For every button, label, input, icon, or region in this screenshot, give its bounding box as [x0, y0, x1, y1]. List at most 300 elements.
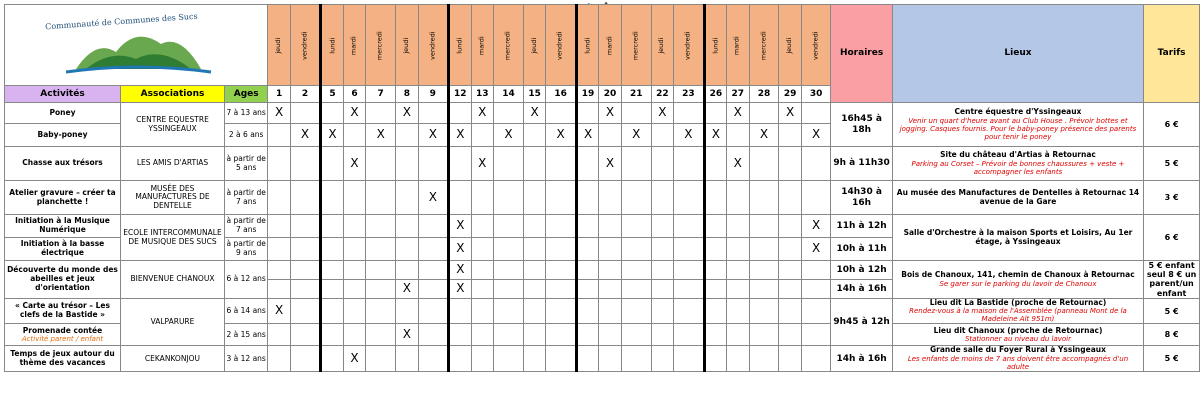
day-name-label: mercredi	[503, 31, 512, 61]
day-mark	[418, 147, 449, 181]
day-mark: X	[801, 124, 831, 147]
day-mark	[576, 215, 598, 238]
day-mark	[321, 147, 343, 181]
day-name	[418, 5, 449, 86]
lieu-name: Bois de Chanoux, 141, chemin de Chanoux à Retournac	[901, 270, 1135, 280]
day-mark	[674, 147, 705, 181]
day-mark	[321, 261, 343, 280]
day-mark	[621, 103, 651, 124]
day-mark: X	[396, 324, 418, 346]
day-mark: X	[343, 346, 365, 372]
day-mark: X	[366, 124, 396, 147]
activity-label: Initiation à la Musique Numérique	[15, 216, 110, 234]
day-mark	[727, 238, 749, 261]
day-mark	[321, 298, 343, 324]
day-mark	[290, 181, 321, 215]
day-mark: X	[268, 103, 290, 124]
horaire: 10h à 11h	[831, 238, 892, 261]
day-mark	[779, 279, 801, 298]
day-mark	[494, 261, 524, 280]
day-mark	[674, 215, 705, 238]
day-mark	[343, 298, 365, 324]
day-mark	[546, 346, 577, 372]
day-mark	[290, 215, 321, 238]
day-mark	[449, 346, 471, 372]
activity-label: Poney	[49, 107, 76, 117]
day-mark	[449, 147, 471, 181]
day-mark	[576, 261, 598, 280]
day-mark	[366, 238, 396, 261]
day-mark	[621, 181, 651, 215]
day-name	[801, 5, 831, 86]
day-mark	[599, 261, 621, 280]
day-mark	[599, 124, 621, 147]
lieu-note: Se garer sur le parking du lavoir de Chanoux	[939, 279, 1097, 288]
day-mark	[268, 215, 290, 238]
day-mark	[494, 181, 524, 215]
horaire: 11h à 12h	[831, 215, 892, 238]
day-mark: X	[523, 103, 545, 124]
day-mark: X	[599, 147, 621, 181]
age-range: 7 à 13 ans	[225, 103, 268, 124]
day-name-label: jeudi	[529, 38, 538, 54]
day-mark	[471, 346, 493, 372]
day-mark	[576, 238, 598, 261]
horaire: 10h à 12h	[831, 261, 892, 280]
lieu-note: Parking au Corset – Prévoir de bonnes chaussures + veste + accompagner les enfants	[911, 159, 1125, 176]
day-mark	[494, 147, 524, 181]
day-mark	[621, 261, 651, 280]
day-mark	[727, 181, 749, 215]
day-mark	[343, 215, 365, 238]
day-mark	[471, 238, 493, 261]
day-number: 6	[343, 86, 365, 103]
day-mark: X	[449, 215, 471, 238]
day-mark	[343, 261, 365, 280]
day-number: 30	[801, 86, 831, 103]
day-mark	[749, 103, 779, 124]
day-mark: X	[449, 124, 471, 147]
day-mark	[449, 103, 471, 124]
age-range: à partir de 7 ans	[225, 181, 268, 215]
day-name	[674, 5, 705, 86]
day-mark	[801, 346, 831, 372]
day-mark	[449, 181, 471, 215]
lieu-note: Stationner au niveau du lavoir	[964, 335, 1071, 344]
day-mark	[704, 298, 726, 324]
day-mark	[546, 261, 577, 280]
day-mark	[779, 238, 801, 261]
day-mark: X	[727, 103, 749, 124]
day-mark: X	[704, 124, 726, 147]
day-mark	[268, 181, 290, 215]
day-mark: X	[599, 103, 621, 124]
day-mark	[268, 238, 290, 261]
activity-label: Baby-poney	[37, 129, 88, 139]
day-name-label: vendredi	[683, 31, 692, 61]
horaire: 9h à 11h30	[831, 147, 892, 181]
lieu	[892, 298, 1143, 324]
day-mark	[290, 298, 321, 324]
day-mark: X	[418, 124, 449, 147]
day-mark	[599, 324, 621, 346]
day-mark: X	[471, 103, 493, 124]
day-name-label: jeudi	[785, 38, 794, 54]
day-mark	[471, 261, 493, 280]
day-mark	[471, 124, 493, 147]
day-mark	[704, 238, 726, 261]
day-mark	[546, 279, 577, 298]
activity-name	[5, 298, 121, 324]
day-mark	[651, 215, 673, 238]
day-name-label: mardi	[605, 36, 614, 56]
day-mark	[290, 279, 321, 298]
activity-label: Chasse aux trésors	[22, 158, 103, 168]
day-name-label: lundi	[455, 38, 464, 54]
day-name	[749, 5, 779, 86]
day-mark	[674, 238, 705, 261]
day-mark	[779, 147, 801, 181]
day-mark	[704, 215, 726, 238]
day-mark: X	[749, 124, 779, 147]
day-mark	[801, 147, 831, 181]
age-range: 3 à 12 ans	[225, 346, 268, 372]
day-mark: X	[449, 279, 471, 298]
day-mark: X	[321, 124, 343, 147]
day-mark	[396, 124, 418, 147]
day-name	[494, 5, 524, 86]
activity-label: Initiation à la basse électrique	[20, 239, 105, 257]
day-mark	[727, 261, 749, 280]
day-mark	[471, 298, 493, 324]
day-mark	[621, 147, 651, 181]
activity-name	[5, 103, 121, 124]
day-name	[366, 5, 396, 86]
day-mark	[546, 147, 577, 181]
day-mark	[290, 324, 321, 346]
day-mark	[366, 346, 396, 372]
day-mark: X	[343, 147, 365, 181]
tarif: 8 €	[1144, 324, 1200, 346]
day-mark	[523, 298, 545, 324]
header-associations: Associations	[121, 86, 225, 103]
header-lieux: Lieux	[892, 5, 1143, 103]
day-mark	[290, 261, 321, 280]
day-number: 16	[546, 86, 577, 103]
day-mark	[727, 279, 749, 298]
day-mark	[779, 124, 801, 147]
day-mark	[523, 279, 545, 298]
day-mark	[366, 147, 396, 181]
day-mark: X	[471, 147, 493, 181]
day-mark	[779, 298, 801, 324]
age-range: à partir de 7 ans	[225, 215, 268, 238]
day-number: 13	[471, 86, 493, 103]
day-mark: X	[621, 124, 651, 147]
activity-name	[5, 181, 121, 215]
tarif: 6 €	[1144, 103, 1200, 147]
day-mark: X	[727, 147, 749, 181]
day-mark: X	[449, 261, 471, 280]
day-mark	[576, 103, 598, 124]
day-mark	[801, 298, 831, 324]
day-mark	[418, 238, 449, 261]
association-name: ECOLE INTERCOMMUNALE DE MUSIQUE DES SUCS	[121, 215, 225, 261]
association-name: MUSÉE DES MANUFACTURES DE DENTELLE	[121, 181, 225, 215]
day-name-label: vendredi	[555, 31, 564, 61]
lieu	[892, 215, 1143, 261]
day-mark: X	[546, 124, 577, 147]
day-name	[576, 5, 598, 86]
day-mark	[366, 324, 396, 346]
day-mark	[621, 279, 651, 298]
day-number: 22	[651, 86, 673, 103]
header-tarifs: Tarifs	[1144, 5, 1200, 103]
day-mark	[674, 324, 705, 346]
activity-name	[5, 324, 121, 346]
day-name-label: vendredi	[811, 31, 820, 61]
day-mark	[801, 324, 831, 346]
association-name: VALPARURE	[121, 298, 225, 346]
day-name	[343, 5, 365, 86]
day-mark	[779, 346, 801, 372]
day-mark	[749, 147, 779, 181]
logo-text: Communauté de Communes des Sucs	[44, 11, 198, 32]
day-mark	[749, 215, 779, 238]
day-mark	[621, 215, 651, 238]
day-mark	[704, 261, 726, 280]
day-name-label: mercredi	[759, 31, 768, 61]
lieu	[892, 181, 1143, 215]
day-number: 5	[321, 86, 343, 103]
day-mark	[494, 103, 524, 124]
day-name	[779, 5, 801, 86]
day-mark	[396, 181, 418, 215]
day-mark	[268, 147, 290, 181]
day-number: 28	[749, 86, 779, 103]
day-mark	[268, 279, 290, 298]
lieu-name: Site du château d'Artias à Retournac	[940, 150, 1096, 160]
day-mark	[321, 103, 343, 124]
day-mark	[343, 238, 365, 261]
day-mark	[396, 346, 418, 372]
day-mark	[366, 215, 396, 238]
lieu-name: Grande salle du Foyer Rural à Yssingeaux	[929, 345, 1106, 355]
activity-label: Découverte du monde des abeilles et jeux d'orientation	[7, 265, 118, 292]
day-number: 1	[268, 86, 290, 103]
day-mark	[749, 238, 779, 261]
day-mark	[418, 346, 449, 372]
day-mark	[727, 215, 749, 238]
day-mark	[704, 147, 726, 181]
day-name-label: jeudi	[402, 38, 411, 54]
lieu-name: Centre équestre d'Yssingeaux	[954, 107, 1082, 117]
day-mark	[621, 238, 651, 261]
horaire: 14h30 à 16h	[831, 181, 892, 215]
day-mark	[343, 181, 365, 215]
lieu	[892, 103, 1143, 147]
day-mark	[268, 324, 290, 346]
day-name-label: lundi	[711, 38, 720, 54]
lieu-name: Lieu dit Chanoux (proche de Retournac)	[933, 325, 1103, 335]
day-name	[523, 5, 545, 86]
day-mark	[523, 124, 545, 147]
day-mark	[704, 181, 726, 215]
day-mark	[321, 324, 343, 346]
day-name-label: mercredi	[631, 31, 640, 61]
lieu-name: Lieu dit La Bastide (proche de Retournac)	[929, 298, 1107, 307]
day-mark	[651, 261, 673, 280]
day-mark	[576, 346, 598, 372]
day-mark	[268, 346, 290, 372]
day-mark	[523, 147, 545, 181]
day-mark	[494, 298, 524, 324]
activity-label: Promenade contée	[22, 325, 103, 335]
day-mark	[779, 181, 801, 215]
day-mark	[599, 346, 621, 372]
day-mark	[523, 181, 545, 215]
day-mark	[576, 279, 598, 298]
tarif: 5 €	[1144, 147, 1200, 181]
day-mark	[621, 346, 651, 372]
day-mark	[651, 238, 673, 261]
day-mark	[749, 298, 779, 324]
day-mark	[418, 261, 449, 280]
day-mark	[599, 181, 621, 215]
header-activites: Activités	[5, 86, 121, 103]
day-name	[471, 5, 493, 86]
day-mark	[523, 215, 545, 238]
day-mark	[321, 181, 343, 215]
lieu	[892, 261, 1143, 299]
day-mark	[268, 124, 290, 147]
day-mark	[651, 346, 673, 372]
age-range: 2 à 15 ans	[225, 324, 268, 346]
day-mark	[576, 181, 598, 215]
day-mark	[651, 279, 673, 298]
lieu	[892, 147, 1143, 181]
day-mark	[523, 261, 545, 280]
day-mark	[749, 324, 779, 346]
activity-name	[5, 238, 121, 261]
day-mark	[418, 215, 449, 238]
day-mark	[343, 124, 365, 147]
day-mark	[494, 238, 524, 261]
activity-label: Temps de jeux autour du thème des vacances	[10, 349, 115, 367]
day-mark	[546, 103, 577, 124]
day-mark	[471, 181, 493, 215]
association-name: LES AMIS D'ARTIAS	[121, 147, 225, 181]
day-mark	[343, 324, 365, 346]
day-mark	[321, 346, 343, 372]
day-mark: X	[801, 215, 831, 238]
day-name-label: lundi	[327, 38, 336, 54]
logo	[5, 5, 268, 86]
activity-note: Activité parent / enfant	[21, 335, 104, 344]
day-name-label: mardi	[349, 36, 358, 56]
header-horaires: Horaires	[831, 5, 892, 103]
day-mark	[366, 181, 396, 215]
day-mark	[523, 238, 545, 261]
activity-name	[5, 346, 121, 372]
day-mark	[546, 215, 577, 238]
day-mark	[727, 124, 749, 147]
day-number: 8	[396, 86, 418, 103]
day-mark	[471, 324, 493, 346]
tarif: 5 €	[1144, 346, 1200, 372]
day-mark	[418, 324, 449, 346]
day-mark	[494, 324, 524, 346]
day-mark	[471, 279, 493, 298]
day-mark	[366, 279, 396, 298]
day-number: 2	[290, 86, 321, 103]
day-mark	[546, 238, 577, 261]
age-range: 6 à 12 ans	[225, 261, 268, 299]
day-name	[321, 5, 343, 86]
lieu-note: Les enfants de moins de 7 ans doivent être accompagnés d'un adulte	[907, 355, 1129, 372]
day-name-label: jeudi	[274, 38, 283, 54]
tarif: 5 € enfant seul 8 € un parent/un enfant	[1144, 261, 1200, 299]
day-mark	[651, 147, 673, 181]
day-number: 26	[704, 86, 726, 103]
day-mark	[651, 324, 673, 346]
activity-name	[5, 124, 121, 147]
day-mark	[321, 238, 343, 261]
day-mark: X	[396, 103, 418, 124]
horaire: 16h45 à 18h	[831, 103, 892, 147]
day-mark	[599, 238, 621, 261]
day-mark	[749, 261, 779, 280]
day-mark	[343, 279, 365, 298]
tarif: 6 €	[1144, 215, 1200, 261]
day-mark	[727, 346, 749, 372]
day-mark	[704, 103, 726, 124]
day-mark	[418, 298, 449, 324]
day-mark	[471, 215, 493, 238]
day-mark	[576, 298, 598, 324]
day-mark	[576, 324, 598, 346]
day-number: 12	[449, 86, 471, 103]
day-mark	[621, 324, 651, 346]
day-mark	[576, 147, 598, 181]
day-mark	[396, 147, 418, 181]
lieu-note: Rendez-vous à la maison de l'Assemblée (panneau Mont de la Madeleine Alt 951m)	[909, 307, 1127, 324]
day-name	[290, 5, 321, 86]
day-name-label: lundi	[583, 38, 592, 54]
day-mark: X	[801, 238, 831, 261]
activity-label: « Carte au trésor – Les clefs de la Bastide »	[14, 301, 110, 320]
day-name-label: mardi	[733, 36, 742, 56]
horaire: 9h45 à 12h	[831, 298, 892, 346]
lieu-name: Au musée des Manufactures de Dentelles à Retournac 14 avenue de la Gare	[896, 187, 1140, 206]
tarif: 3 €	[1144, 181, 1200, 215]
day-mark	[674, 298, 705, 324]
day-mark	[366, 298, 396, 324]
day-mark	[779, 215, 801, 238]
day-mark: X	[576, 124, 598, 147]
day-number: 27	[727, 86, 749, 103]
day-number: 20	[599, 86, 621, 103]
day-name-label: mercredi	[375, 31, 384, 61]
day-mark	[674, 181, 705, 215]
day-number: 15	[523, 86, 545, 103]
age-range: à partir de 9 ans	[225, 238, 268, 261]
association-name: CENTRE EQUESTRE YSSINGEAUX	[121, 103, 225, 147]
activity-name	[5, 261, 121, 299]
day-mark: X	[268, 298, 290, 324]
day-mark	[396, 215, 418, 238]
day-mark	[704, 324, 726, 346]
